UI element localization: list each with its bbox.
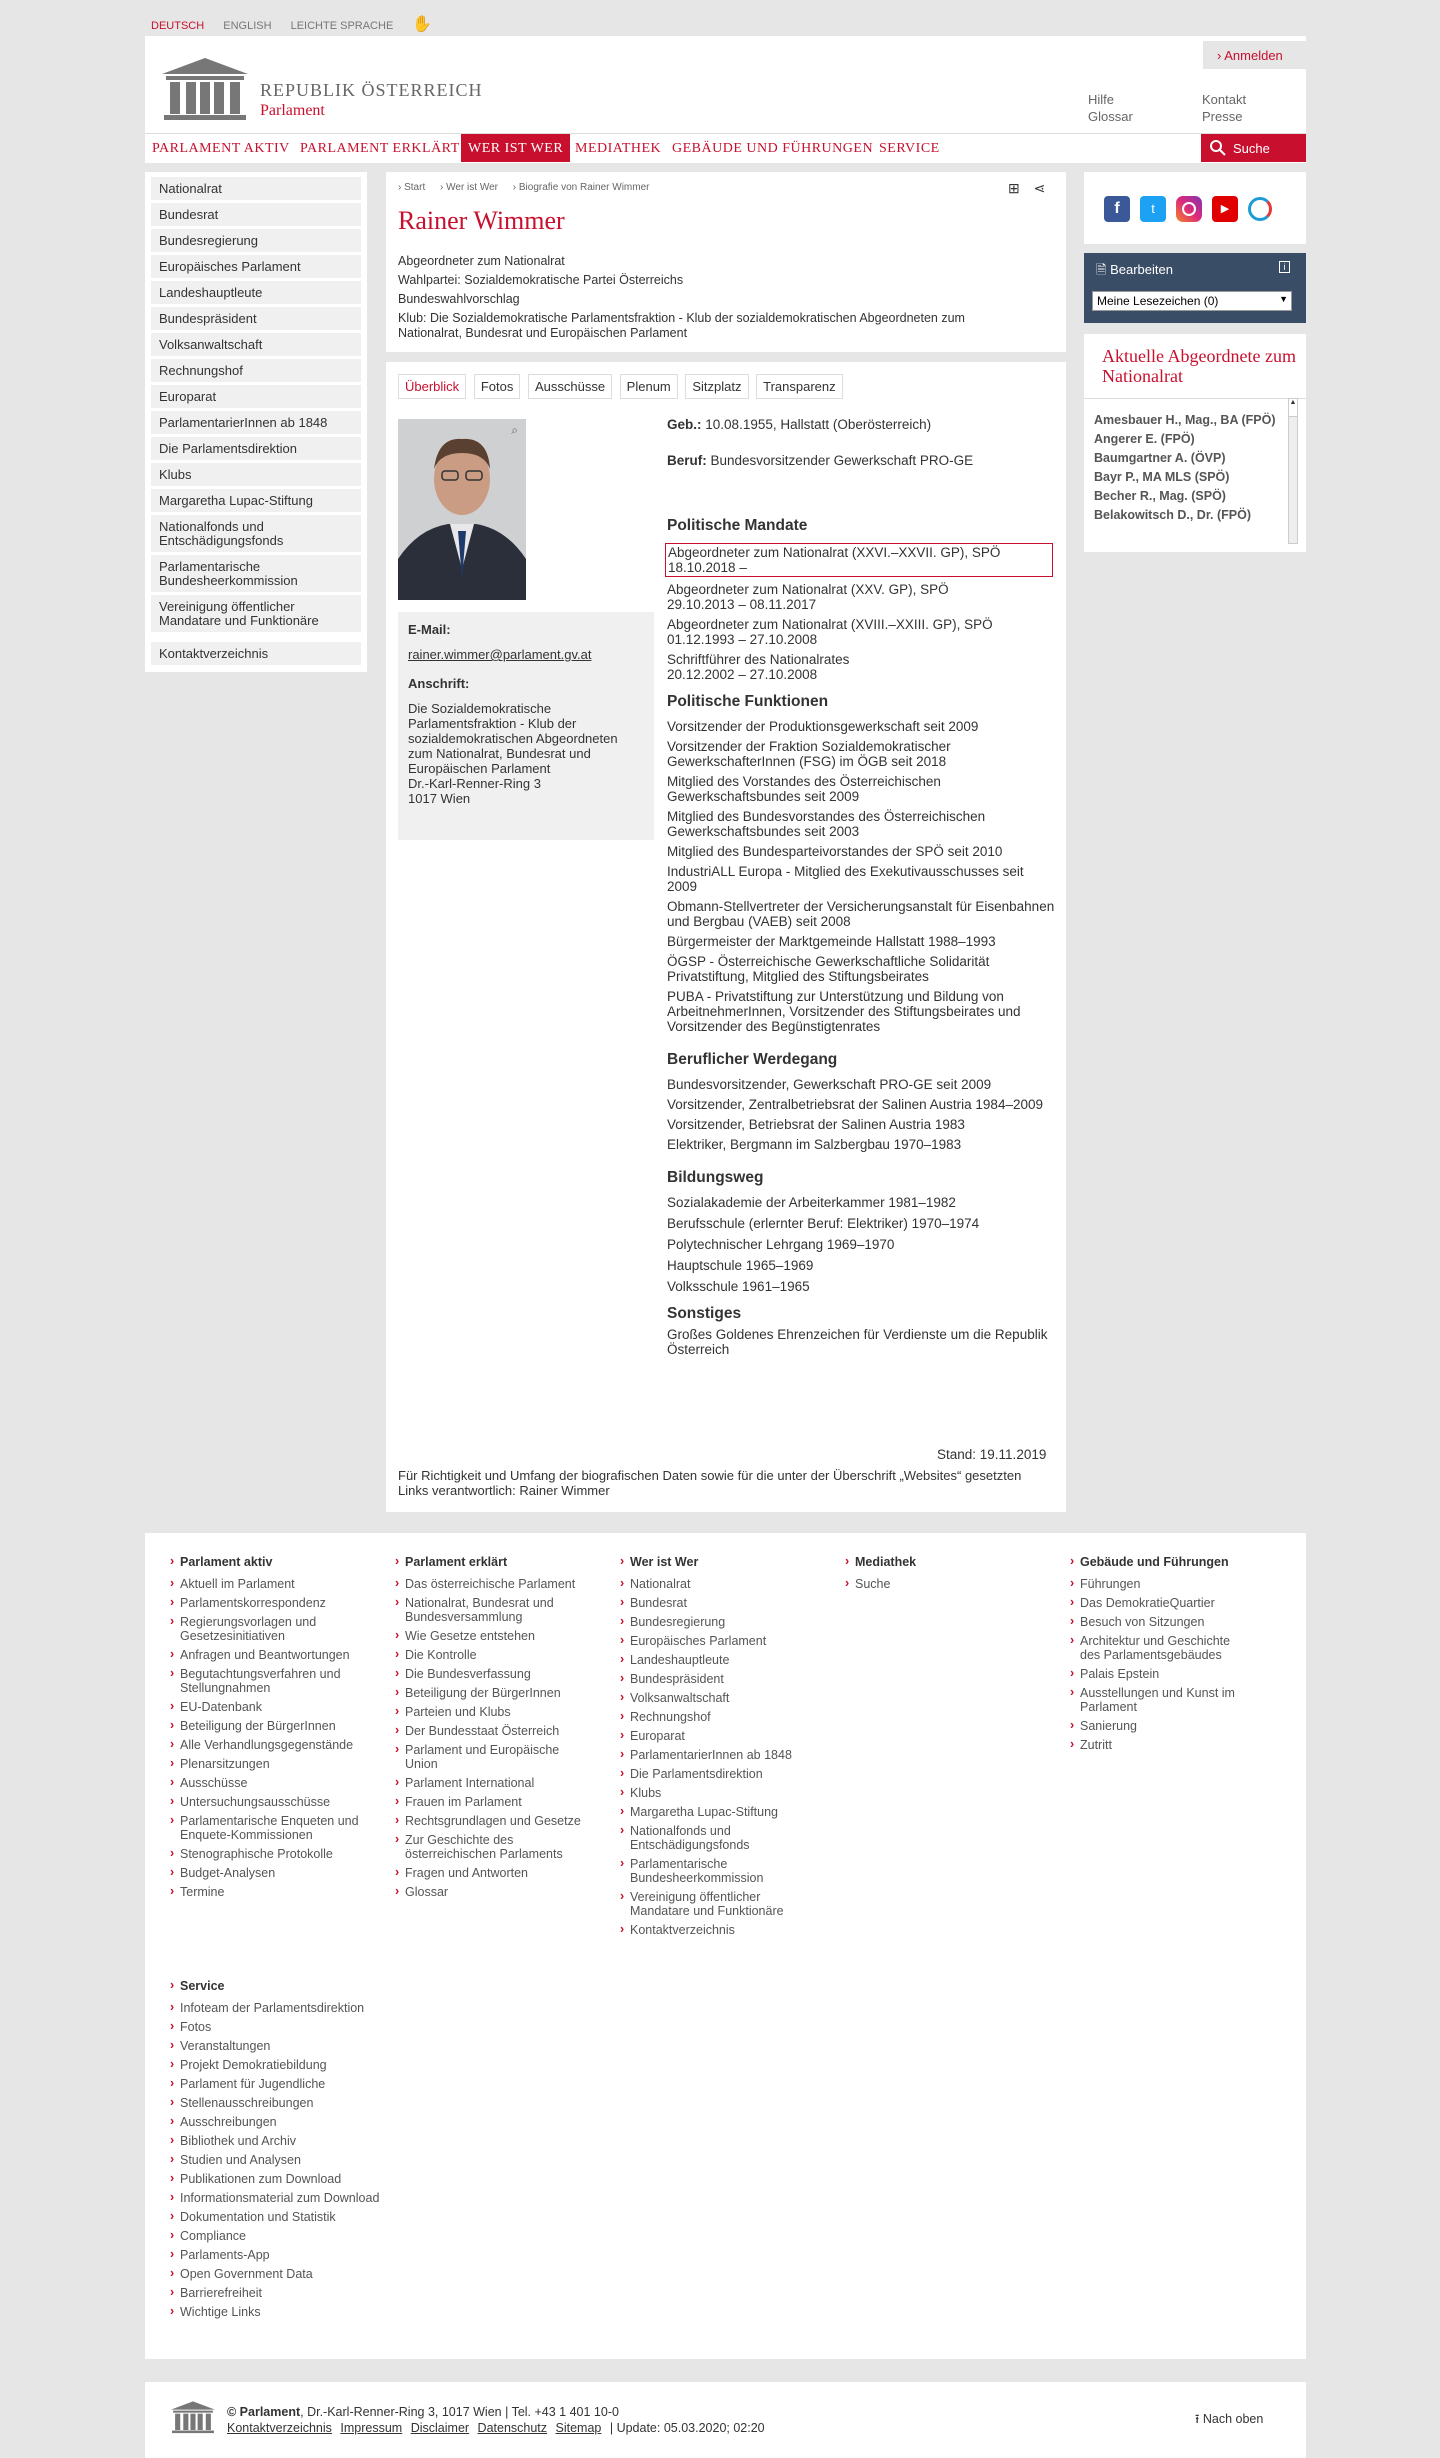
share-icon[interactable]: ⋖: [1033, 180, 1046, 196]
bookmarks-panel: [1084, 253, 1306, 323]
footer-link[interactable]: › Dokumentation und Statistik: [170, 2210, 410, 2224]
footer-link[interactable]: › Die Parlamentsdirektion: [620, 1767, 800, 1781]
footer-link[interactable]: › Stenographische Protokolle: [170, 1847, 385, 1861]
breadcrumb-wer-ist-wer[interactable]: › Wer ist Wer: [440, 182, 498, 193]
footer-link[interactable]: › Bundesregierung: [620, 1615, 800, 1629]
logo-subtitle[interactable]: Parlament: [260, 102, 325, 119]
search-button[interactable]: [1201, 134, 1306, 162]
footer-col-parlament-aktiv: [170, 1555, 385, 1904]
nav-wer-ist-wer[interactable]: WER IST WER: [461, 134, 570, 162]
last-updated: Stand: 19.11.2019: [937, 1447, 1047, 1462]
sidebar-item-bundesrat[interactable]: Bundesrat: [151, 203, 361, 226]
address-line: Dr.-Karl-Renner-Ring 3: [408, 776, 541, 791]
email-link[interactable]: rainer.wimmer@parlament.gv.at: [408, 647, 592, 662]
footer-link[interactable]: › Parlamentskorrespondenz: [170, 1596, 385, 1610]
nav-mediathek[interactable]: MEDIATHEK: [575, 141, 662, 156]
address-label: Anschrift:: [408, 676, 470, 691]
press-link[interactable]: Presse: [1202, 109, 1243, 124]
funktion-item: Bürgermeister der Marktgemeinde Hallstatt 1988–1993: [667, 934, 996, 949]
link-impressum[interactable]: Impressum: [340, 2421, 403, 2435]
birth-value: 10.08.1955, Hallstatt (Oberösterreich): [705, 417, 932, 432]
flickr-icon[interactable]: [1248, 197, 1272, 221]
footer-col-wer-ist-wer: [620, 1555, 800, 1942]
search-icon: [1209, 139, 1227, 157]
sidebar-item-bundesheerkommission[interactable]: Parlamentarische Bundesheerkommission: [151, 555, 361, 592]
copyright: © Parlament: [227, 2405, 301, 2419]
werdegang-item: Elektriker, Bergmann im Salzbergbau 1970–1983: [667, 1137, 962, 1152]
search-label: Suche: [1233, 141, 1270, 156]
footer-link[interactable]: › Barrierefreiheit: [170, 2286, 410, 2300]
breadcrumb-label: Start: [404, 182, 426, 193]
divider: [1084, 398, 1306, 399]
footer-heading[interactable]: › Mediathek: [845, 1555, 1025, 1569]
sidebar-item-bundespraesident[interactable]: Bundespräsident: [151, 307, 361, 330]
person-photo[interactable]: [398, 419, 526, 600]
footer-link[interactable]: › Frauen im Parlament: [395, 1795, 585, 1809]
footer-link[interactable]: › Landeshauptleute: [620, 1653, 800, 1667]
mandate-dates: 18.10.2018 –: [668, 560, 747, 575]
mandate-title: Abgeordneter zum Nationalrat (XXVI.–XXVII. GP), SPÖ: [668, 545, 1001, 560]
social-links: [1084, 172, 1306, 244]
info-icon[interactable]: i: [1279, 261, 1290, 273]
tab-bar: [398, 374, 847, 399]
bildung-item: Sozialakademie der Arbeiterkammer 1981–1982: [667, 1195, 956, 1210]
footer-link[interactable]: › Sanierung: [1070, 1719, 1250, 1733]
footer-link[interactable]: › Kontaktverzeichnis: [620, 1923, 800, 1937]
footer-link[interactable]: › Margaretha Lupac-Stiftung: [620, 1805, 800, 1819]
bildung-item: Polytechnischer Lehrgang 1969–1970: [667, 1237, 895, 1252]
job-value: Bundesvorsitzender Gewerkschaft PRO-GE: [710, 453, 974, 468]
bookmark-add-icon[interactable]: ⊞: [1008, 180, 1020, 196]
footer-link[interactable]: › Der Bundesstaat Österreich: [395, 1724, 585, 1738]
footer-link[interactable]: › Publikationen zum Download: [170, 2172, 410, 2186]
sidebar-item-parlamentarier[interactable]: ParlamentarierInnen ab 1848: [151, 411, 361, 434]
nav-gebaeude[interactable]: GEBÄUDE UND FÜHRUNGEN: [672, 141, 874, 156]
footer-link[interactable]: › Plenarsitzungen: [170, 1757, 385, 1771]
login-label: Anmelden: [1224, 48, 1283, 63]
header: [145, 36, 1306, 141]
member-item[interactable]: Amesbauer H., Mag., BA (FPÖ): [1094, 413, 1276, 427]
contact-box: [398, 612, 654, 840]
person-party: Wahlpartei: Sozialdemokratische Partei Österreichs: [398, 273, 684, 287]
bottom-bar: [145, 2382, 1306, 2458]
mandate-dates: 20.12.2002 – 27.10.2008: [667, 667, 818, 682]
footer-link[interactable]: › Bibliothek und Archiv: [170, 2134, 410, 2148]
sidebar-item-nationalfonds[interactable]: Nationalfonds und Entschädigungsfonds: [151, 515, 361, 552]
nav-parlament-erklaert[interactable]: PARLAMENT ERKLÄRT: [300, 141, 460, 156]
funktion-item: Vorsitzender der Fraktion Sozialdemokratischer GewerkschafterInnen (FSG) im ÖGB seit 2018: [667, 739, 951, 769]
scroll-up-icon[interactable]: ▲: [1289, 399, 1297, 417]
bildung-item: Hauptschule 1965–1969: [667, 1258, 814, 1273]
footer-link[interactable]: › Projekt Demokratiebildung: [170, 2058, 410, 2072]
sidebar-item-nationalrat[interactable]: Nationalrat: [151, 177, 361, 200]
bookmarks-select[interactable]: [1092, 291, 1292, 311]
tab-ausschuesse[interactable]: Ausschüsse: [528, 374, 612, 399]
footer-link[interactable]: › Informationsmaterial zum Download: [170, 2191, 410, 2205]
mandate-title: Abgeordneter zum Nationalrat (XXV. GP), SPÖ: [667, 582, 949, 597]
footer-link[interactable]: › Suche: [845, 1577, 1025, 1591]
help-link[interactable]: Hilfe: [1088, 92, 1115, 107]
footer-link[interactable]: › Klubs: [620, 1786, 800, 1800]
funktion-item: Obmann-Stellvertreter der Versicherungsanstalt für Eisenbahnen und Bergbau (VAEB) seit 2008: [667, 899, 1055, 929]
footer-link[interactable]: › Wie Gesetze entstehen: [395, 1629, 585, 1643]
footer-link[interactable]: › Die Kontrolle: [395, 1648, 585, 1662]
mandate-title: Abgeordneter zum Nationalrat (XVIII.–XXIII. GP), SPÖ: [667, 617, 993, 632]
footer-link[interactable]: › Ausschüsse: [170, 1776, 385, 1790]
footer-link[interactable]: › Europäisches Parlament: [620, 1634, 800, 1648]
breadcrumb-biografie: › Biografie von Rainer Wimmer: [512, 182, 650, 193]
link-datenschutz[interactable]: Datenschutz: [477, 2421, 548, 2435]
link-kontaktverzeichnis[interactable]: Kontaktverzeichnis: [227, 2421, 332, 2435]
sidebar: [145, 172, 367, 672]
members-list: [1094, 412, 1282, 542]
mandate-item: [665, 543, 1053, 577]
funktion-item: Mitglied des Bundesparteivorstandes der SPÖ seit 2010: [667, 844, 1003, 859]
person-content: [386, 362, 1066, 1512]
sidebar-item-rechnungshof[interactable]: Rechnungshof: [151, 359, 361, 382]
footer-heading[interactable]: › Service: [170, 1979, 410, 1993]
breadcrumb-label: Wer ist Wer: [446, 182, 498, 193]
person-header: [386, 172, 1066, 352]
footer-link[interactable]: › Studien und Analysen: [170, 2153, 410, 2167]
footer-link[interactable]: › Aktuell im Parlament: [170, 1577, 385, 1591]
mandate-dates: 01.12.1993 – 27.10.2008: [667, 632, 818, 647]
footer: [145, 1533, 1306, 2359]
footer-link[interactable]: › Termine: [170, 1885, 385, 1899]
glossary-link[interactable]: Glossar: [1088, 109, 1133, 124]
arrow-up-icon: ⭱: [1195, 2412, 1203, 2426]
bildung-item: Berufsschule (erlernter Beruf: Elektriker) 1970–1974: [667, 1216, 980, 1231]
funktion-item: Mitglied des Vorstandes des Österreichischen Gewerkschaftsbundes seit 2009: [667, 774, 941, 804]
update-info: | Update: 05.03.2020; 02:20: [609, 2421, 765, 2435]
footer-link[interactable]: › Das österreichische Parlament: [395, 1577, 585, 1591]
section-bildung-title: Bildungsweg: [667, 1169, 764, 1186]
sidebar-item-landeshauptleute[interactable]: Landeshauptleute: [151, 281, 361, 304]
lang-english[interactable]: ENGLISH: [223, 20, 272, 32]
link-sitemap[interactable]: Sitemap: [555, 2421, 602, 2435]
footer-link[interactable]: › Nationalrat, Bundesrat und Bundesversammlung: [395, 1596, 585, 1624]
footer-link[interactable]: › Parlament und Europäische Union: [395, 1743, 585, 1771]
zoom-icon[interactable]: ⌕: [511, 423, 518, 437]
footer-link[interactable]: › Anfragen und Beantwortungen: [170, 1648, 385, 1662]
biography-details: [667, 417, 1057, 1362]
sidebar-item-volksanwaltschaft[interactable]: Volksanwaltschaft: [151, 333, 361, 356]
login-button[interactable]: [1203, 41, 1306, 69]
footer-link[interactable]: › Die Bundesverfassung: [395, 1667, 585, 1681]
footer-link[interactable]: › Budget-Analysen: [170, 1866, 385, 1880]
footer-col-parlament-erklaert: [395, 1555, 585, 1904]
mandate-item: [667, 617, 1057, 647]
footer-link[interactable]: › EU-Datenbank: [170, 1700, 385, 1714]
footer-link[interactable]: › Beteiligung der BürgerInnen: [170, 1719, 385, 1733]
mandate-item: [667, 582, 1057, 612]
responsibility-note: Für Richtigkeit und Umfang der biografischen Daten sowie für die unter der Überschrift „Websites“ gesetzten Links verantwortlich: Rainer Wimmer: [398, 1468, 1022, 1498]
lang-leichte-sprache[interactable]: LEICHTE SPRACHE: [290, 20, 394, 32]
sidebar-item-lupac[interactable]: Margaretha Lupac-Stiftung: [151, 489, 361, 512]
footer-link[interactable]: › Beteiligung der BürgerInnen: [395, 1686, 585, 1700]
footer-link[interactable]: › Parlaments-App: [170, 2248, 410, 2262]
footer-heading[interactable]: › Parlament erklärt: [395, 1555, 585, 1569]
contact-link[interactable]: Kontakt: [1202, 92, 1247, 107]
link-disclaimer[interactable]: Disclaimer: [410, 2421, 470, 2435]
bookmarks-selected-value: Meine Lesezeichen (0): [1097, 294, 1219, 308]
werdegang-item: Bundesvorsitzender, Gewerkschaft PRO-GE seit 2009: [667, 1077, 992, 1092]
funktion-item: Vorsitzender der Produktionsgewerkschaft seit 2009: [667, 719, 979, 734]
footer-link[interactable]: › Vereinigung öffentlicher Mandatare und Funktionäre: [620, 1890, 800, 1918]
footer-link[interactable]: › Führungen: [1070, 1577, 1250, 1591]
chevron-right-icon: ›: [1217, 48, 1225, 63]
language-bar: [151, 14, 448, 34]
tab-fotos[interactable]: Fotos: [474, 374, 521, 399]
footer-link[interactable]: › Parlament International: [395, 1776, 585, 1790]
page-tools: [1008, 180, 1045, 197]
nav-service[interactable]: SERVICE: [879, 141, 940, 156]
breadcrumb: [398, 182, 661, 193]
section-werdegang-title: Beruflicher Werdegang: [667, 1051, 838, 1068]
funktion-item: IndustriALL Europa - Mitglied des Exekutivausschusses seit 2009: [667, 864, 1024, 894]
breadcrumb-label: Biografie von Rainer Wimmer: [518, 182, 650, 193]
werdegang-item: Vorsitzender, Betriebsrat der Salinen Austria 1983: [667, 1117, 965, 1132]
tab-ueberblick[interactable]: Überblick: [398, 374, 466, 399]
member-item[interactable]: Belakowitsch D., Dr. (FPÖ): [1094, 508, 1251, 522]
footer-link[interactable]: › Glossar: [395, 1885, 585, 1899]
footer-heading[interactable]: › Parlament aktiv: [170, 1555, 385, 1569]
facebook-icon[interactable]: f: [1104, 196, 1130, 222]
footer-link[interactable]: › Ausschreibungen: [170, 2115, 410, 2129]
footer-link[interactable]: › Rechnungshof: [620, 1710, 800, 1724]
mandate-title: Schriftführer des Nationalrates: [667, 652, 850, 667]
section-mandate-title: Politische Mandate: [667, 517, 808, 534]
footer-col-mediathek: [845, 1555, 1025, 1596]
werdegang-item: Vorsitzender, Zentralbetriebsrat der Salinen Austria 1984–2009: [667, 1097, 1043, 1112]
lang-deutsch[interactable]: DEUTSCH: [151, 20, 205, 32]
sidebar-item-vereinigung[interactable]: Vereinigung öffentlicher Mandatare und Funktionäre: [151, 595, 361, 632]
person-summary: [398, 252, 1018, 341]
email-label: E-Mail:: [408, 622, 451, 637]
footer-link[interactable]: › Zur Geschichte des österreichischen Parlaments: [395, 1833, 585, 1861]
bearbeiten-label: Bearbeiten: [1110, 262, 1173, 277]
parliament-logo-icon[interactable]: [160, 56, 250, 121]
page-title: Rainer Wimmer: [398, 206, 565, 235]
chevron-down-icon: ▼: [1279, 294, 1288, 304]
footer-link[interactable]: › Veranstaltungen: [170, 2039, 410, 2053]
footer-link[interactable]: › Infoteam der Parlamentsdirektion: [170, 2001, 410, 2015]
footer-link[interactable]: › Compliance: [170, 2229, 410, 2243]
footer-link[interactable]: › Palais Epstein: [1070, 1667, 1250, 1681]
footer-link[interactable]: › Besuch von Sitzungen: [1070, 1615, 1250, 1629]
footer-link[interactable]: › Nationalfonds und Entschädigungsfonds: [620, 1824, 800, 1852]
members-scrollbar[interactable]: [1288, 398, 1298, 544]
sonstiges-item: Großes Goldenes Ehrenzeichen für Verdienste um die Republik Österreich: [667, 1327, 1048, 1357]
sidebar-item-bundesregierung[interactable]: Bundesregierung: [151, 229, 361, 252]
footer-link[interactable]: › Open Government Data: [170, 2267, 410, 2281]
footer-link[interactable]: › Alle Verhandlungsgegenstände: [170, 1738, 385, 1752]
edit-icon: 🗎: [1096, 262, 1111, 277]
person-list: Bundeswahlvorschlag: [398, 292, 520, 306]
job-label: Beruf:: [667, 453, 707, 468]
tab-plenum[interactable]: Plenum: [620, 374, 678, 399]
member-item[interactable]: Baumgartner A. (ÖVP): [1094, 451, 1226, 465]
back-to-top-label: Nach oben: [1202, 2412, 1264, 2426]
footer-link[interactable]: › Bundesrat: [620, 1596, 800, 1610]
footer-heading[interactable]: › Wer ist Wer: [620, 1555, 800, 1569]
footer-link[interactable]: › Parteien und Klubs: [395, 1705, 585, 1719]
funktion-item: PUBA - Privatstiftung zur Unterstützung und Bildung von ArbeitnehmerInnen, Vorsitzender des Stiftungsbeirates und Vorsitzender des Begünstigtenrates: [667, 989, 1021, 1034]
bearbeiten-header[interactable]: [1096, 261, 1173, 283]
footer-link[interactable]: › Wichtige Links: [170, 2305, 410, 2319]
main-nav: [145, 133, 1306, 163]
bottom-info: [227, 2404, 765, 2436]
section-funktionen-title: Politische Funktionen: [667, 693, 829, 710]
section-sonstiges-title: Sonstiges: [667, 1305, 742, 1322]
address-line: 1017 Wien: [408, 791, 471, 806]
footer-link[interactable]: › Fragen und Antworten: [395, 1866, 585, 1880]
address: , Dr.-Karl-Renner-Ring 3, 1017 Wien | Tel. +43 1 401 10-0: [300, 2405, 619, 2419]
tab-transparenz[interactable]: Transparenz: [756, 374, 843, 399]
bildung-item: Volksschule 1961–1965: [667, 1279, 810, 1294]
footer-link[interactable]: › Stellenausschreibungen: [170, 2096, 410, 2110]
footer-link[interactable]: › Volksanwaltschaft: [620, 1691, 800, 1705]
birth-label: Geb.:: [667, 417, 702, 432]
birth-info: [667, 417, 1057, 432]
footer-col-gebaeude: [1070, 1555, 1250, 1757]
address-line: Die Sozialdemokratische Parlamentsfraktion - Klub der sozialdemokratischen Abgeordneten zum Nationalrat, Bundesrat und Europäischen Parlament: [408, 701, 618, 776]
sidebar-item-eu-parlament[interactable]: Europäisches Parlament: [151, 255, 361, 278]
member-item[interactable]: Bayr P., MA MLS (SPÖ): [1094, 470, 1230, 484]
member-item[interactable]: Becher R., Mag. (SPÖ): [1094, 489, 1226, 503]
back-to-top-button[interactable]: [1195, 2410, 1263, 2431]
twitter-icon[interactable]: t: [1140, 196, 1166, 222]
sidebar-item-klubs[interactable]: Klubs: [151, 463, 361, 486]
current-members-panel: [1084, 334, 1306, 552]
footer-col-service: [170, 1979, 410, 2324]
footer-link[interactable]: › Bundespräsident: [620, 1672, 800, 1686]
footer-link[interactable]: › Fotos: [170, 2020, 410, 2034]
footer-link[interactable]: › Europarat: [620, 1729, 800, 1743]
help-links: [1088, 91, 1133, 125]
footer-link[interactable]: › Zutritt: [1070, 1738, 1250, 1752]
footer-link[interactable]: › ParlamentarierInnen ab 1848: [620, 1748, 800, 1762]
person-club: Klub: Die Sozialdemokratische Parlamentsfraktion - Klub der sozialdemokratischen Abgeordneten zum Nationalrat, Bundesrat und Europäischen Parlament: [398, 311, 965, 340]
nav-parlament-aktiv[interactable]: PARLAMENT AKTIV: [152, 141, 290, 156]
person-role: Abgeordneter zum Nationalrat: [398, 254, 565, 268]
funktion-item: ÖGSP - Österreichische Gewerkschaftliche Solidarität Privatstiftung, Mitglied des Stiftungsbeirates: [667, 954, 990, 984]
job-info: [667, 453, 1057, 468]
footer-link[interactable]: › Nationalrat: [620, 1577, 800, 1591]
mandate-item: [667, 652, 1057, 682]
parliament-small-logo-icon[interactable]: [170, 2400, 216, 2437]
footer-link[interactable]: › Ausstellungen und Kunst im Parlament: [1070, 1686, 1250, 1714]
mandate-dates: 29.10.2013 – 08.11.2017: [667, 597, 817, 612]
youtube-icon[interactable]: ▶: [1212, 196, 1238, 222]
footer-link[interactable]: › Parlamentarische Enqueten und Enquete-Kommissionen: [170, 1814, 385, 1842]
footer-link[interactable]: › Rechtsgrundlagen und Gesetze: [395, 1814, 585, 1828]
footer-link[interactable]: › Parlamentarische Bundesheerkommission: [620, 1857, 800, 1885]
sidebar-item-europarat[interactable]: Europarat: [151, 385, 361, 408]
tab-sitzplatz[interactable]: Sitzplatz: [685, 374, 748, 399]
sign-language-icon[interactable]: ✋: [412, 16, 433, 33]
footer-link[interactable]: › Architektur und Geschichte des Parlamentsgebäudes: [1070, 1634, 1250, 1662]
funktion-item: Mitglied des Bundesvorstandes des Österreichischen Gewerkschaftsbundes seit 2003: [667, 809, 986, 839]
footer-link[interactable]: › Begutachtungsverfahren und Stellungnahmen: [170, 1667, 385, 1695]
sidebar-item-kontaktverzeichnis[interactable]: Kontaktverzeichnis: [151, 642, 361, 665]
footer-heading[interactable]: › Gebäude und Führungen: [1070, 1555, 1250, 1569]
sidebar-item-parlamentsdirektion[interactable]: Die Parlamentsdirektion: [151, 437, 361, 460]
logo-title[interactable]: REPUBLIK ÖSTERREICH: [260, 80, 483, 100]
current-members-title: Aktuelle Abgeordnete zum Nationalrat: [1102, 346, 1296, 386]
footer-link[interactable]: › Parlament für Jugendliche: [170, 2077, 410, 2091]
member-item[interactable]: Angerer E. (FPÖ): [1094, 432, 1195, 446]
footer-link[interactable]: › Untersuchungsausschüsse: [170, 1795, 385, 1809]
breadcrumb-start[interactable]: › Start: [398, 182, 426, 193]
contact-links: [1202, 91, 1246, 125]
footer-link[interactable]: › Regierungsvorlagen und Gesetzesinitiativen: [170, 1615, 385, 1643]
instagram-icon[interactable]: [1176, 196, 1202, 222]
footer-link[interactable]: › Das DemokratieQuartier: [1070, 1596, 1250, 1610]
